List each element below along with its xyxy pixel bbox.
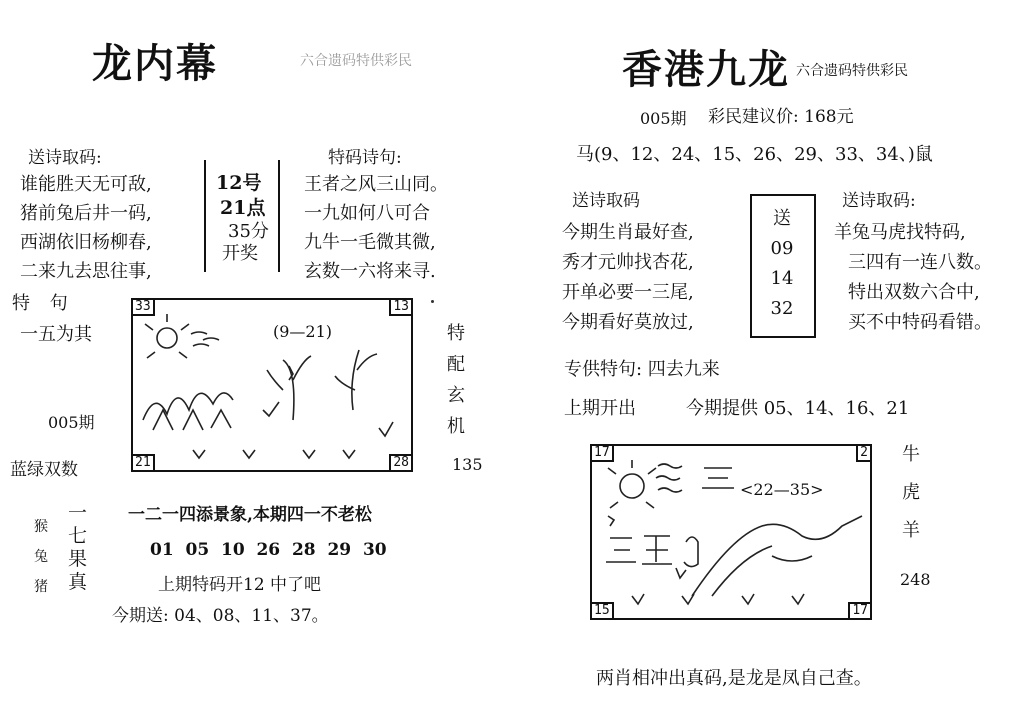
left-issue: 005期 — [48, 413, 95, 432]
right-price: 彩民建议价: 168元 — [708, 107, 854, 127]
right-issue: 005期 — [640, 109, 687, 128]
today-send-text: 今期送: 04、08、11、37。 — [112, 606, 329, 626]
right-poem-right — [834, 218, 992, 338]
send-box-number: 09 — [770, 238, 794, 259]
left-poem-right — [304, 170, 448, 286]
special-phrase: 一五为其 — [20, 324, 92, 345]
right-frame-corner-bl: 15 — [590, 602, 614, 620]
poem-line: 买不中特码看错。 — [848, 312, 992, 333]
right-send-poem-label-right: 送诗取码: — [842, 191, 916, 211]
fruit-char: 真 — [68, 571, 88, 593]
poem-line: 今期生肖最好查, — [562, 222, 694, 243]
left-poem-left — [20, 170, 152, 286]
right-sketch-image — [592, 446, 870, 618]
poem-line: 三四有一连八数。 — [848, 252, 992, 273]
vertical-char: 配 — [447, 354, 465, 375]
animal-list — [34, 512, 48, 602]
last-period-text: 上期特码开12 中了吧 — [158, 575, 322, 595]
right-title-sub: 六合遗码特供彩民 — [796, 63, 908, 79]
right-footer: 两肖相冲出真码,是龙是凤自己查。 — [596, 668, 872, 689]
send-box-content — [762, 204, 802, 324]
last-open-label: 上期开出 — [564, 398, 636, 419]
vertical-char: 牛 — [902, 444, 920, 465]
poem-line: 秀才元帅找杏花, — [562, 252, 694, 273]
fruit-char: 七 — [68, 525, 88, 547]
draw-minute: 35分 — [228, 221, 269, 242]
fruit-list — [68, 502, 87, 594]
vertical-char: 特 — [447, 323, 465, 344]
left-vertical-number: 135 — [452, 455, 483, 474]
horse-line: 马(9、12、24、15、26、29、33、34、)鼠 — [576, 144, 933, 165]
left-sketch-image — [133, 300, 411, 470]
right-vertical-hint — [902, 436, 920, 550]
right-title: 香港九龙 — [622, 46, 790, 93]
poem-line: 西湖依旧杨柳春, — [20, 232, 152, 253]
poem-line: 二来九去思往事, — [20, 261, 152, 282]
right-special-phrase: 专供特句: 四去九来 — [564, 359, 720, 380]
decorative-dot — [431, 300, 434, 303]
left-frame-corner-br: 28 — [389, 454, 413, 472]
send-box-label: 送 — [773, 208, 791, 229]
left-sketch-frame — [131, 298, 413, 472]
right-send-poem-label-left: 送诗取码 — [572, 191, 640, 211]
right-frame-corner-br: 17 — [848, 602, 872, 620]
poem-line: 王者之风三山同。 — [304, 174, 448, 195]
poem-line: 猪前兔后井一码, — [20, 203, 152, 224]
fruit-char: 一 — [68, 502, 88, 524]
vertical-char: 玄 — [447, 385, 465, 406]
number-list: 01 05 10 26 28 29 30 — [150, 540, 387, 560]
right-sketch-text: <22—35> — [740, 480, 824, 499]
poem-line: 谁能胜天无可敌, — [20, 174, 152, 195]
left-title-sub: 六合遗码特供彩民 — [300, 53, 412, 69]
send-box-number: 32 — [770, 298, 794, 319]
left-vertical-hint — [447, 318, 465, 442]
poem-line: 玄数一六将来寻. — [304, 261, 436, 282]
vertical-char: 羊 — [902, 520, 920, 541]
special-phrase-label: 特 句 — [12, 293, 68, 314]
poem-line: 九牛一毛微其微, — [304, 232, 436, 253]
send-box-number: 14 — [770, 268, 794, 289]
fruit-char: 果 — [68, 548, 88, 570]
draw-date: 12号 — [216, 172, 262, 194]
left-send-poem-label: 送诗取码: — [28, 148, 102, 168]
left-frame-corner-tl: 33 — [131, 298, 155, 316]
poem-line: 特出双数六合中, — [848, 282, 980, 303]
draw-label: 开奖 — [222, 243, 258, 264]
right-frame-corner-tl: 17 — [590, 444, 614, 462]
color-hint: 蓝绿双数 — [10, 460, 78, 480]
draw-hour: 21点 — [220, 197, 266, 219]
vertical-char: 机 — [447, 416, 465, 437]
poem-line: 开单必要一三尾, — [562, 282, 694, 303]
left-special-poem-label: 特码诗句: — [328, 148, 402, 168]
left-title: 龙内幕 — [92, 40, 218, 87]
animal-item: 兔 — [34, 549, 48, 565]
left-sketch-text: (9—21) — [273, 322, 333, 341]
animal-item: 猪 — [34, 579, 48, 595]
vertical-char: 虎 — [902, 482, 920, 503]
poem-line: 羊兔马虎找特码, — [834, 222, 966, 243]
left-frame-corner-bl: 21 — [131, 454, 155, 472]
right-poem-left — [562, 218, 694, 338]
right-frame-corner-tr: 2 — [856, 444, 872, 462]
animal-item: 猴 — [34, 519, 48, 535]
poem-line: 一九如何八可合 — [304, 203, 430, 224]
right-sketch-frame — [590, 444, 872, 620]
right-vertical-number: 248 — [900, 570, 931, 589]
today-offer: 今期提供 05、14、16、21 — [686, 398, 910, 419]
left-frame-corner-tr: 13 — [389, 298, 413, 316]
poem-line: 今期看好莫放过, — [562, 312, 694, 333]
left-headline: 一二一四添景象,本期四一不老松 — [128, 505, 372, 525]
